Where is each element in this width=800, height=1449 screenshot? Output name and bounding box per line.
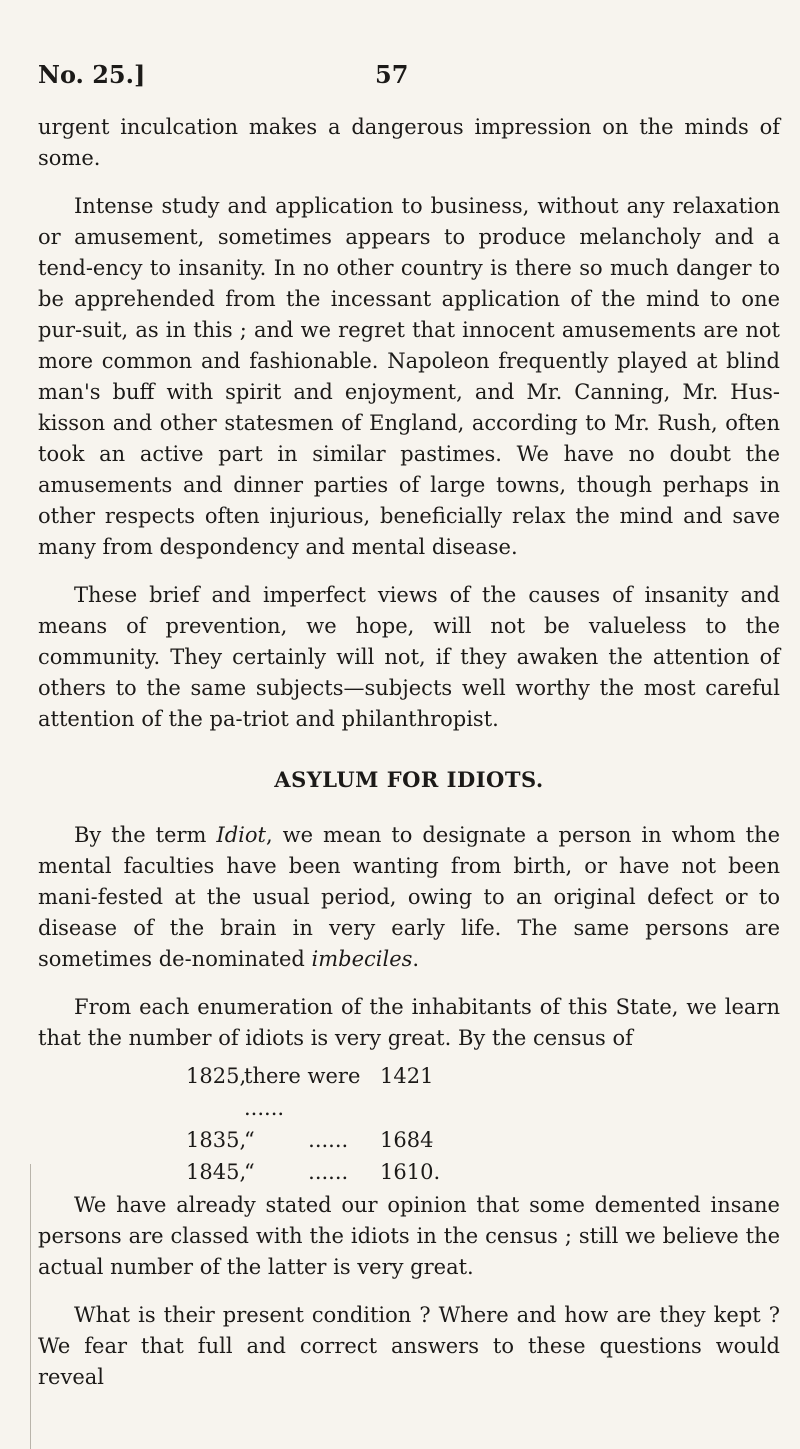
census-value: 1421 [380, 1064, 434, 1088]
census-label: “ ...... [244, 1160, 349, 1184]
paragraph-census-intro: From each enumeration of the inhabitants of this State, we learn that the number of idiots is very great. By the census of [38, 995, 780, 1050]
document-number: No. 25.] [38, 60, 146, 89]
term-imbeciles: imbeciles [311, 947, 413, 971]
census-label: there were ...... [244, 1064, 361, 1120]
census-label: “ ...... [244, 1128, 349, 1152]
paragraph-continuation: urgent inculcation makes a dangerous impression on the minds of some. [38, 115, 780, 170]
paragraph-present-condition: What is their present condition ? Where and how are they kept ? We fear that full and correct answers to these questions would reveal [38, 1303, 780, 1389]
text-span: By the term [74, 823, 217, 847]
text-span: . [412, 947, 420, 971]
census-year: 1835, [186, 1128, 247, 1152]
paragraph-idiot-definition [38, 820, 780, 975]
census-year: 1825, [186, 1064, 247, 1088]
paragraph-brief-views: These brief and imperfect views of the causes of insanity and means of prevention, we hope, will not be valueless to the community. They certainly will not, if they awaken the attention of others to the same subjects—subjects well worthy the most careful attention of the pa-triot and philanthropist. [38, 583, 780, 731]
census-table [186, 1060, 780, 1188]
paragraph-demented-insane: We have already stated our opinion that some demented insane persons are classed with the idiots in the census ; still we believe the actual number of the latter is very great. [38, 1193, 780, 1279]
census-row [186, 1156, 780, 1188]
paragraph-intense-study: Intense study and application to business, without any relaxation or amusement, sometimes appears to produce melancholy and a tend-ency to insanity. In no other country is there so much danger to be apprehended from the incessant application of the mind to one pur-suit, as in this ; and we regret that innocent amusements are not more common and fashionable. Napoleon frequently played at blind man's buff with spirit and enjoyment, and Mr. Canning, Mr. Hus-kisson and other statesmen of England, according to Mr. Rush, often took an active part in similar pastimes. We have no doubt the amusements and dinner parties of large towns, though perhaps in other respects often injurious, beneficially relax the mind and save many from despondency and mental disease. [38, 194, 780, 559]
census-row [186, 1124, 780, 1156]
page-header [38, 60, 778, 96]
section-heading: ASYLUM FOR IDIOTS. [274, 767, 544, 792]
term-idiot: Idiot [216, 823, 266, 847]
gutter-line [30, 1164, 31, 1449]
census-value: 1610. [380, 1160, 441, 1184]
text-span: , we mean to designate a person in whom the mental faculties have been wanting from birth, or have not been mani-fested at the usual period, owing to an original defect or to disease of the brain in very early life. The same persons are sometimes de-nominated [38, 823, 780, 971]
census-row [186, 1060, 780, 1124]
page-number: 57 [375, 60, 409, 89]
census-year: 1845, [186, 1160, 247, 1184]
page-body [38, 112, 780, 1393]
census-value: 1684 [380, 1128, 434, 1152]
